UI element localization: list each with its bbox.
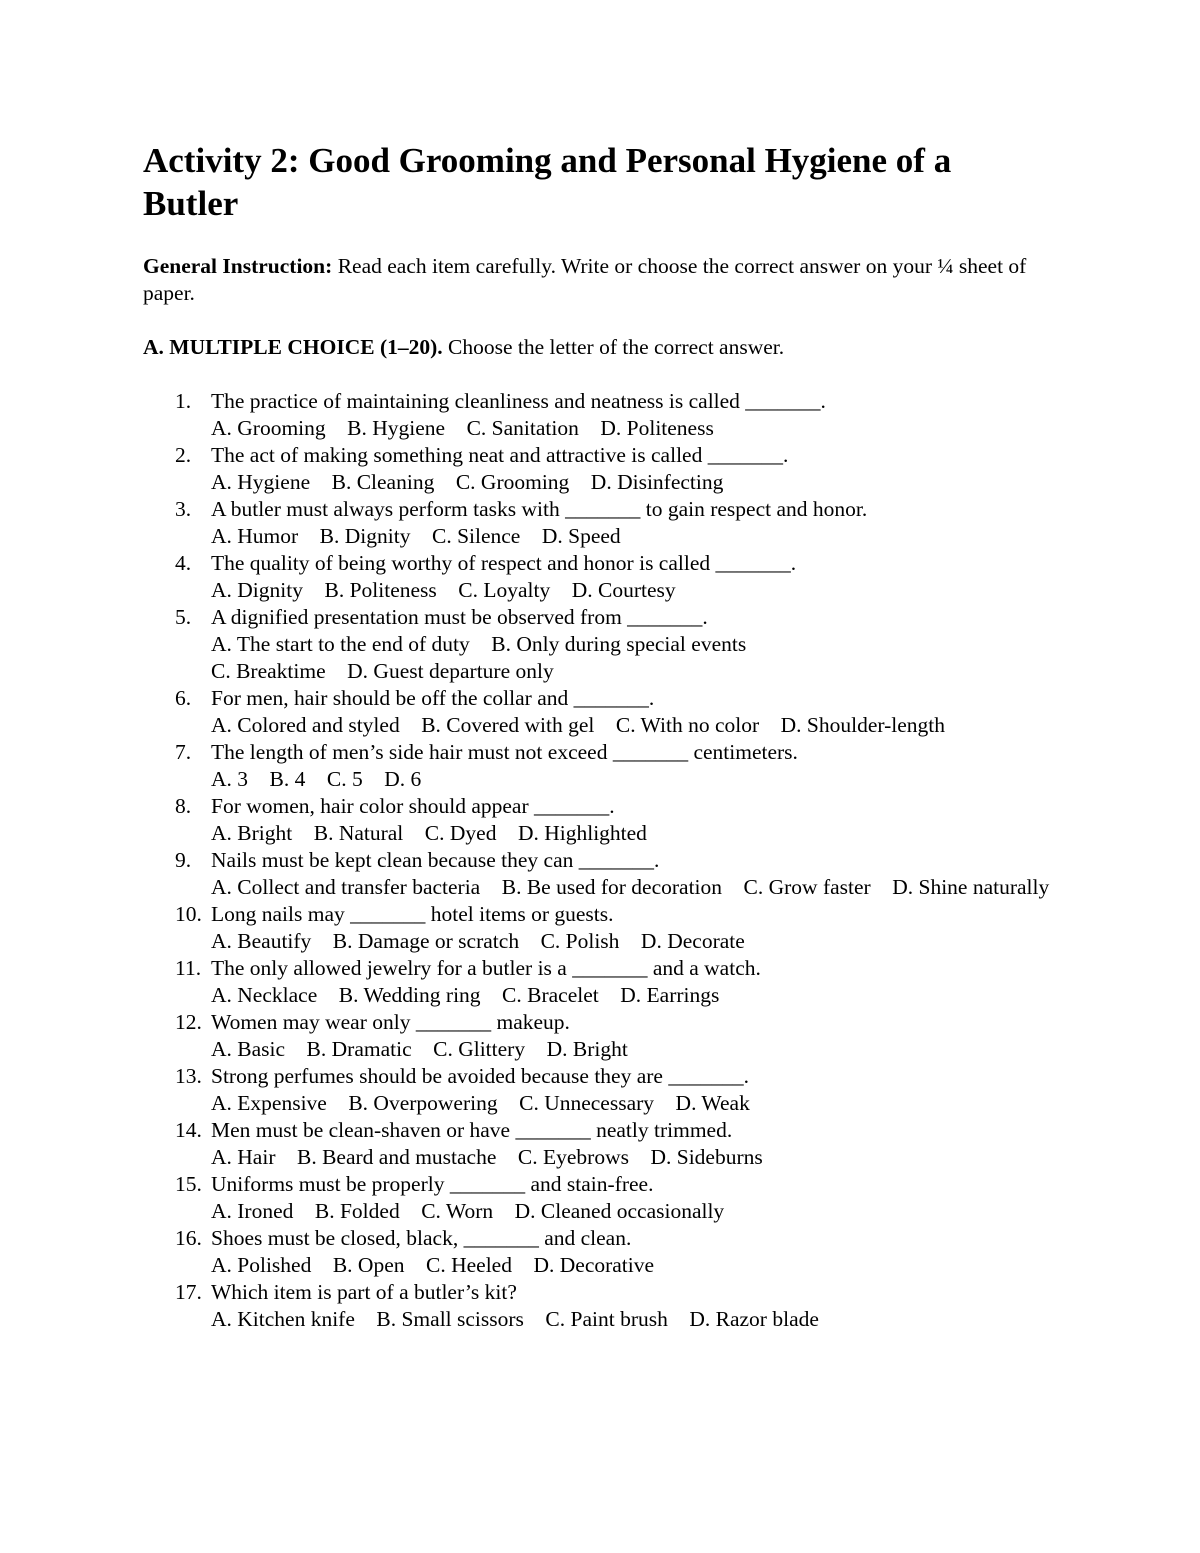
question-text: Men must be clean-shaven or have _______ neatly trimmed. bbox=[211, 1118, 733, 1142]
question-text: Long nails may _______ hotel items or guests. bbox=[211, 902, 614, 926]
question-text: The quality of being worthy of respect and honor is called _______. bbox=[211, 551, 797, 575]
question-item bbox=[143, 1171, 1063, 1225]
question-options: A. Colored and styled B. Covered with gel C. With no color D. Shoulder-length bbox=[211, 713, 945, 737]
question-options: A. The start to the end of duty B. Only during special events C. Breaktime D. Guest departure only bbox=[211, 632, 747, 683]
question-number: 1. bbox=[175, 389, 192, 413]
question-number: 10. bbox=[175, 902, 202, 926]
question-number: 12. bbox=[175, 1010, 202, 1034]
section-heading bbox=[143, 334, 1063, 361]
question-text: Nails must be kept clean because they can _______. bbox=[211, 848, 660, 872]
question-options: A. Hygiene B. Cleaning C. Grooming D. Disinfecting bbox=[211, 470, 724, 494]
question-text: Strong perfumes should be avoided because they are _______. bbox=[211, 1064, 749, 1088]
question-text: For women, hair color should appear _______. bbox=[211, 794, 615, 818]
question-text: Women may wear only _______ makeup. bbox=[211, 1010, 570, 1034]
question-text: A dignified presentation must be observed from _______. bbox=[211, 605, 708, 629]
question-number: 11. bbox=[175, 956, 202, 980]
question-text: Which item is part of a butler’s kit? bbox=[211, 1280, 517, 1304]
question-item bbox=[143, 901, 1063, 955]
question-options: A. Expensive B. Overpowering C. Unnecessary D. Weak bbox=[211, 1091, 750, 1115]
question-item bbox=[143, 955, 1063, 1009]
question-options: A. Hair B. Beard and mustache C. Eyebrows D. Sideburns bbox=[211, 1145, 763, 1169]
question-options: A. Beautify B. Damage or scratch C. Polish D. Decorate bbox=[211, 929, 745, 953]
question-text: The only allowed jewelry for a butler is a _______ and a watch. bbox=[211, 956, 761, 980]
question-item bbox=[143, 496, 1063, 550]
instruction-text: Read each item carefully. Write or choose the correct answer on your ¼ sheet of paper. bbox=[143, 254, 1027, 305]
question-item bbox=[143, 550, 1063, 604]
question-text: The practice of maintaining cleanliness and neatness is called _______. bbox=[211, 389, 826, 413]
question-number: 17. bbox=[175, 1280, 202, 1304]
question-options: A. Collect and transfer bacteria B. Be used for decoration C. Grow faster D. Shine naturally bbox=[211, 875, 1050, 899]
document-content bbox=[143, 139, 1063, 1333]
page-title: Activity 2: Good Grooming and Personal Hygiene of a Butler bbox=[143, 141, 952, 223]
question-options: A. Dignity B. Politeness C. Loyalty D. Courtesy bbox=[211, 578, 676, 602]
question-number: 5. bbox=[175, 605, 192, 629]
question-options: A. Bright B. Natural C. Dyed D. Highlighted bbox=[211, 821, 647, 845]
question-item bbox=[143, 442, 1063, 496]
question-number: 6. bbox=[175, 686, 192, 710]
question-text: The length of men’s side hair must not exceed _______ centimeters. bbox=[211, 740, 798, 764]
question-number: 4. bbox=[175, 551, 192, 575]
question-item bbox=[143, 1117, 1063, 1171]
question-number: 8. bbox=[175, 794, 192, 818]
question-text: A butler must always perform tasks with _______ to gain respect and honor. bbox=[211, 497, 868, 521]
question-options: A. Polished B. Open C. Heeled D. Decorative bbox=[211, 1253, 655, 1277]
question-item bbox=[143, 1063, 1063, 1117]
question-number: 14. bbox=[175, 1118, 202, 1142]
question-item bbox=[143, 1279, 1063, 1333]
question-item bbox=[143, 604, 1063, 685]
question-number: 2. bbox=[175, 443, 192, 467]
question-number: 15. bbox=[175, 1172, 202, 1196]
question-text: The act of making something neat and attractive is called _______. bbox=[211, 443, 789, 467]
question-number: 9. bbox=[175, 848, 192, 872]
question-item bbox=[143, 685, 1063, 739]
question-item bbox=[143, 793, 1063, 847]
question-number: 13. bbox=[175, 1064, 202, 1088]
question-options: A. Basic B. Dramatic C. Glittery D. Bright bbox=[211, 1037, 628, 1061]
instruction-label: General Instruction: bbox=[143, 254, 333, 278]
question-item bbox=[143, 1009, 1063, 1063]
section-label: A. MULTIPLE CHOICE (1–20). bbox=[143, 335, 443, 359]
question-options: A. Humor B. Dignity C. Silence D. Speed bbox=[211, 524, 621, 548]
question-item bbox=[143, 1225, 1063, 1279]
question-options: A. Kitchen knife B. Small scissors C. Paint brush D. Razor blade bbox=[211, 1307, 819, 1331]
question-number: 16. bbox=[175, 1226, 202, 1250]
question-options: A. Grooming B. Hygiene C. Sanitation D. Politeness bbox=[211, 416, 714, 440]
question-options: A. Necklace B. Wedding ring C. Bracelet D. Earrings bbox=[211, 983, 720, 1007]
question-list bbox=[143, 388, 1063, 1333]
question-number: 3. bbox=[175, 497, 192, 521]
question-item bbox=[143, 847, 1063, 901]
section-text: Choose the letter of the correct answer. bbox=[442, 335, 785, 359]
question-text: For men, hair should be off the collar and _______. bbox=[211, 686, 655, 710]
question-text: Shoes must be closed, black, _______ and clean. bbox=[211, 1226, 632, 1250]
question-options: A. 3 B. 4 C. 5 D. 6 bbox=[211, 767, 422, 791]
question-number: 7. bbox=[175, 740, 192, 764]
question-options: A. Ironed B. Folded C. Worn D. Cleaned occasionally bbox=[211, 1199, 725, 1223]
question-item bbox=[143, 388, 1063, 442]
question-text: Uniforms must be properly _______ and stain-free. bbox=[211, 1172, 654, 1196]
general-instruction bbox=[143, 253, 1063, 307]
question-item bbox=[143, 739, 1063, 793]
